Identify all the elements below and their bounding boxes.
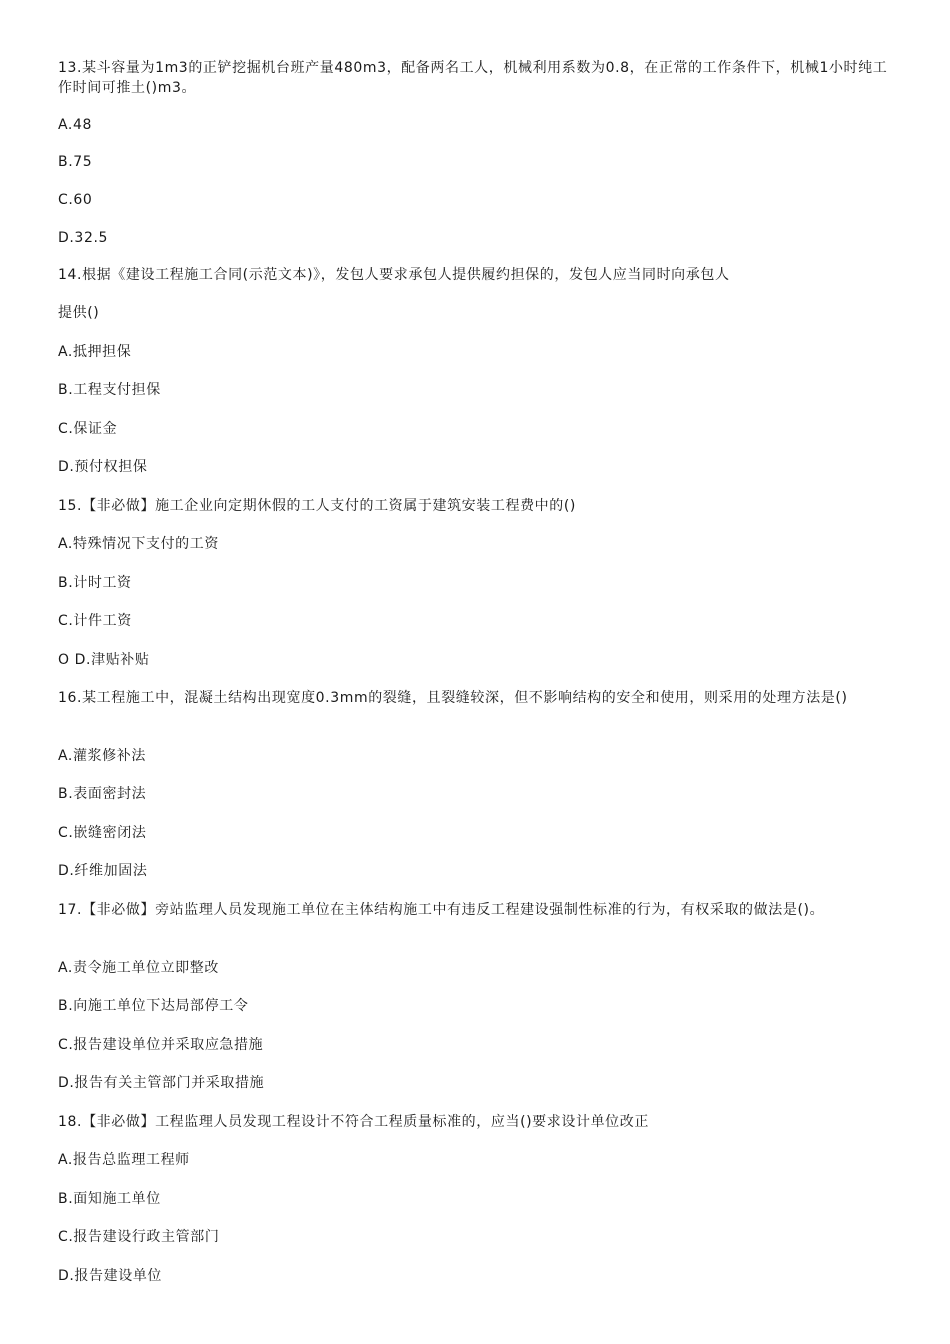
question-13-option-b: B.75 <box>58 154 93 170</box>
question-15-option-a: A.特殊情况下支付的工资 <box>58 536 219 552</box>
question-13-option-d: D.32.5 <box>58 230 109 246</box>
question-18-stem: 18.【非必做】工程监理人员发现工程设计不符合工程质量标准的，应当()要求设计单位改正 <box>58 1114 649 1130</box>
question-14-option-b: B.工程支付担保 <box>58 382 161 398</box>
question-14-stem-line2: 提供() <box>58 305 100 321</box>
question-16-option-b: B.表面密封法 <box>58 786 147 802</box>
question-15-option-d: O D.津贴补贴 <box>58 652 150 668</box>
question-15-stem: 15.【非必做】施工企业向定期休假的工人支付的工资属于建筑安装工程费中的() <box>58 498 576 514</box>
question-16-option-d: D.纤维加固法 <box>58 863 148 879</box>
question-13-option-c: C.60 <box>58 192 93 208</box>
question-15-option-b: B.计时工资 <box>58 575 132 591</box>
question-16-stem: 16.某工程施工中，混凝土结构出现宽度0.3mm的裂缝，且裂缝较深，但不影响结构的安全和使用，则采用的处理方法是() <box>58 690 848 706</box>
question-14-option-d: D.预付权担保 <box>58 459 148 475</box>
question-15-option-c: C.计件工资 <box>58 613 132 629</box>
question-17-option-a: A.责令施工单位立即整改 <box>58 960 219 976</box>
question-16-option-a: A.灌浆修补法 <box>58 748 146 764</box>
question-14-option-c: C.保证金 <box>58 421 118 437</box>
question-14-option-a: A.抵押担保 <box>58 344 132 360</box>
question-18-option-c: C.报告建设行政主管部门 <box>58 1229 220 1245</box>
question-18-option-a: A.报告总监理工程师 <box>58 1152 190 1168</box>
question-17-option-d: D.报告有关主管部门并采取措施 <box>58 1075 265 1091</box>
question-18-option-b: B.面知施工单位 <box>58 1191 161 1207</box>
question-14-stem-line1: 14.根据《建设工程施工合同(示范文本)》，发包人要求承包人提供履约担保的，发包人应当同时向承包人 <box>58 267 730 283</box>
question-17-stem: 17.【非必做】旁站监理人员发现施工单位在主体结构施工中有违反工程建设强制性标准的行为，有权采取的做法是()。 <box>58 902 825 918</box>
question-13-stem: 13.某斗容量为1m3的正铲挖掘机台班产量480m3，配备两名工人，机械利用系数为0.8，在正常的工作条件下，机械1小时纯工作时间可推土()m3。 <box>58 60 888 96</box>
question-13-option-a: A.48 <box>58 117 92 133</box>
question-16-option-c: C.嵌缝密闭法 <box>58 825 147 841</box>
question-17-option-c: C.报告建设单位并采取应急措施 <box>58 1037 264 1053</box>
question-17-option-b: B.向施工单位下达局部停工令 <box>58 998 249 1014</box>
question-18-option-d: D.报告建设单位 <box>58 1268 163 1284</box>
